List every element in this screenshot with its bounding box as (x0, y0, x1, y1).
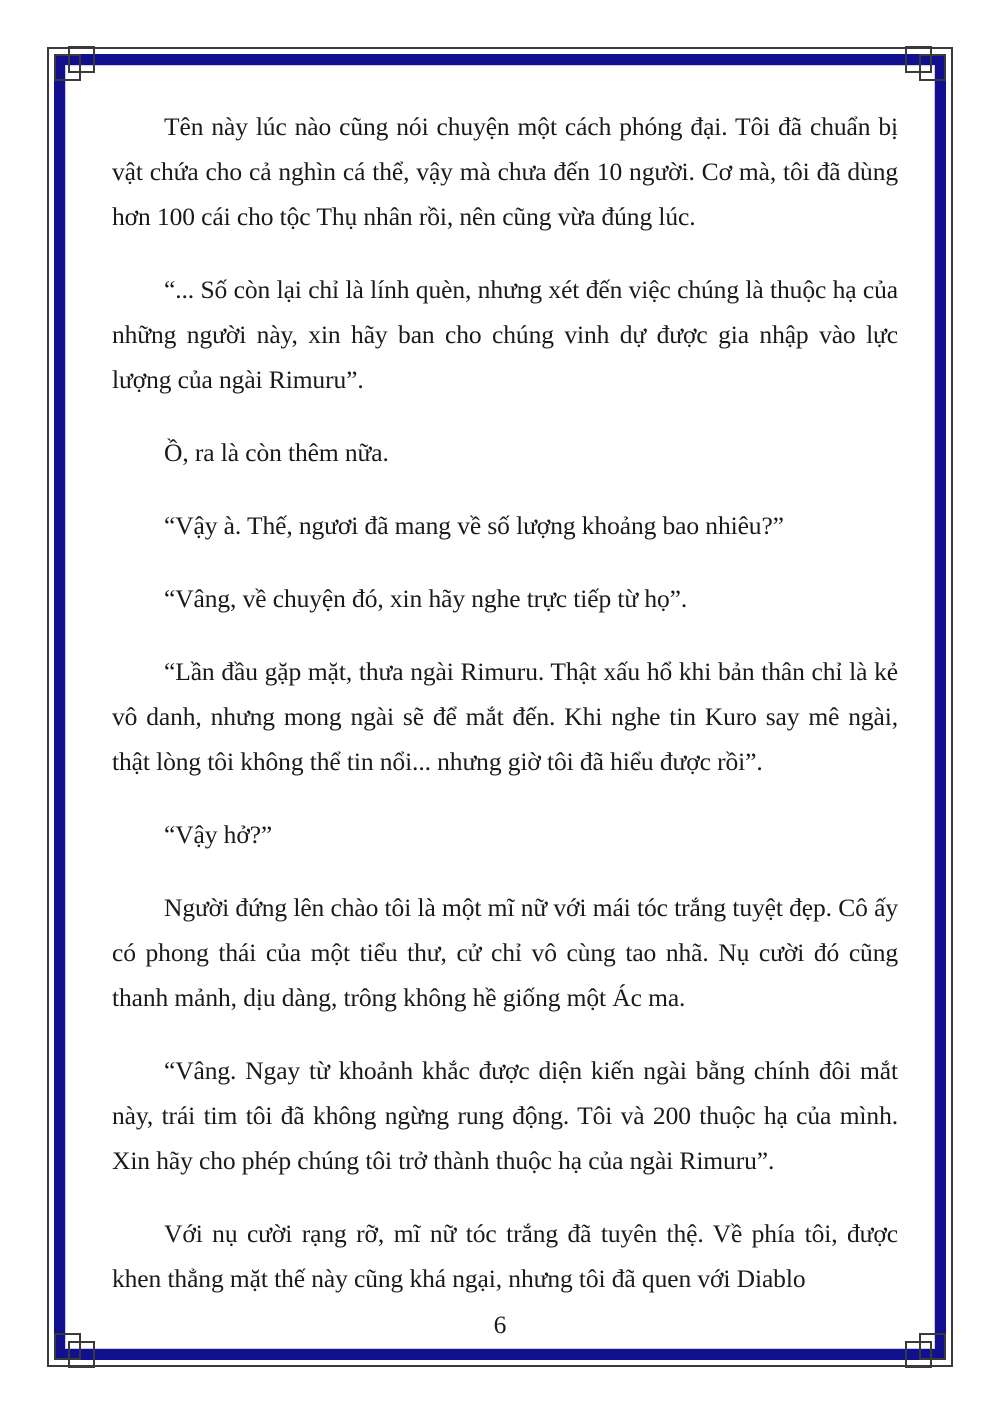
paragraph: “Lần đầu gặp mặt, thưa ngài Rimuru. Thật xấu hổ khi bản thân chỉ là kẻ vô danh, nhưng mong ngài sẽ để mắt đến. Khi nghe tin Kuro say mê ngài, thật lòng tôi không thể tin nổi... nhưng giờ tôi đã hiểu được rồi”. (112, 657, 898, 776)
corner-square-icon (54, 54, 81, 81)
page-body-text (112, 104, 898, 1304)
page-number: 6 (493, 1310, 507, 1339)
paragraph: “Vậy hở?” (164, 820, 273, 849)
corner-square-icon (68, 1341, 95, 1368)
paragraph: Người đứng lên chào tôi là một mĩ nữ với mái tóc trắng tuyệt đẹp. Cô ấy có phong thái của một tiểu thư, cử chỉ vô cùng tao nhã. Nụ cười đó cũng thanh mảnh, dịu dàng, trông không hề giống một Ác ma. (112, 893, 898, 1012)
corner-square-icon (68, 46, 95, 73)
paragraph: Với nụ cười rạng rỡ, mĩ nữ tóc trắng đã tuyên thệ. Về phía tôi, được khen thẳng mặt thế này cũng khá ngại, nhưng tôi đã quen với Diablo (112, 1219, 898, 1293)
corner-square-icon (905, 46, 932, 73)
paragraph: “... Số còn lại chỉ là lính quèn, nhưng xét đến việc chúng là thuộc hạ của những người này, xin hãy ban cho chúng vinh dự được gia nhập vào lực lượng của ngài Rimuru”. (112, 275, 898, 394)
paragraph: “Vậy à. Thế, ngươi đã mang về số lượng khoảng bao nhiêu?” (164, 511, 784, 540)
corner-square-icon (919, 54, 946, 81)
corner-square-icon (905, 1341, 932, 1368)
paragraph: Tên này lúc nào cũng nói chuyện một cách phóng đại. Tôi đã chuẩn bị vật chứa cho cả nghìn cá thể, vậy mà chưa đến 10 người. Cơ mà, tôi đã dùng hơn 100 cái cho tộc Thụ nhân rồi, nên cũng vừa đúng lúc. (112, 112, 898, 231)
paragraph: Ồ, ra là còn thêm nữa. (164, 438, 389, 467)
paragraph: “Vâng, về chuyện đó, xin hãy nghe trực tiếp từ họ”. (164, 584, 688, 613)
corner-ornament-top-right (894, 46, 954, 106)
corner-ornament-top-left (46, 46, 106, 106)
paragraph: “Vâng. Ngay từ khoảnh khắc được diện kiến ngài bằng chính đôi mắt này, trái tim tôi đã không ngừng rung động. Tôi và 200 thuộc hạ của mình. Xin hãy cho phép chúng tôi trở thành thuộc hạ của ngài Rimuru”. (112, 1056, 898, 1175)
